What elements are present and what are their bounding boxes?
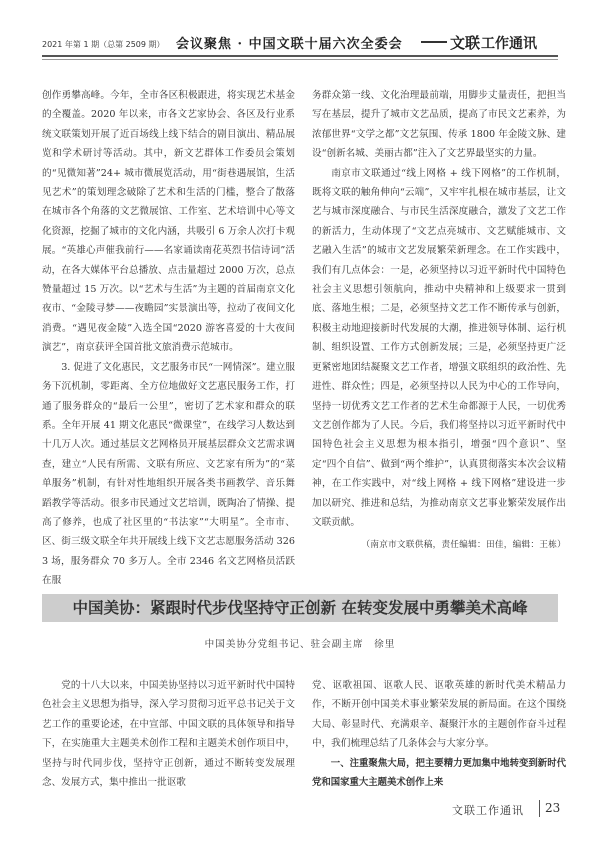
article1-credit: （南京市文联供稿，责任编辑：田佳，编辑：王栋） — [361, 540, 566, 551]
article2-subheading: 一、注重聚焦大局，把主要精力更加集中地转变到新时代党和国家重大主题美术创作上来 — [312, 757, 566, 789]
header-rule — [42, 55, 558, 57]
issue-number: 2021 年第 1 期（总第 2509 期） — [42, 40, 165, 49]
article1-left-column — [42, 86, 295, 591]
header-dash — [421, 41, 447, 43]
paragraph: 党、讴歌祖国、讴歌人民、讴歌英雄的新时代美术精品力作，不断开创中国美术事业繁荣发展的新局面。在这个围绕大局、彰显时代、充满艰辛、凝聚汗水的主题创作奋斗过程中，我们梳理总结了几条体会与大家分享。 — [312, 680, 566, 750]
article2-byline: 中国美协分党组书记、驻会副主席 徐里 — [204, 639, 396, 650]
publication-logo: 文联 — [450, 34, 481, 52]
paragraph: 南京市文联通过“线上网格 + 线下网格”的工作机制，既将文联的触角伸向“云端”，又牢牢扎根在城市基层，让文艺与城市深度融合、与市民生活深度融合，激发了文艺工作的新活力，生动体现了“文艺点亮城市、文艺赋能城市、文艺融入生活”的城市文艺发展繁荣新理念。在工作实践中，我们有几点体会：一是，必须坚持以习近平新时代中国特色社会主义思想引领航向，推动中央精神和上级要求一贯到底、落地生根；二是，必须坚持文艺工作不断传承与创新，积极主动地迎接新时代发展的大潮，推进领导体制、运行机制、组织设置、工作方式创新发展；三是，必须坚持更广泛更紧密地团结凝聚文艺工作者，增强文联组织的政治性、先进性、群众性；四是，必须坚持以人民为中心的工作导向，坚持一切优秀文艺工作者的艺术生命都源于人民，一切优秀文艺创作都为了人民。今后，我们将坚持以习近平新时代中国特色社会主义思想为根本指引，增强“四个意识”、坚定“四个自信”、做到“两个维护”，认真贯彻落实本次会议精神，在工作实践中，对“线上网格 + 线下网格”建设进一步加以研究、推进和总结，为推动南京文艺事业繁荣发展作出文联贡献。 — [312, 167, 566, 528]
article2-title: 中国美协：紧跟时代步伐坚持守正创新 在转变发展中勇攀美术高峰 — [72, 598, 528, 617]
paragraph: 创作勇攀高峰。今年，全市各区积极跟进，将实现艺术基金的全覆盖。2020 年以来，市各文艺家协会、各区及行业系统文联策划开展了近百场线上线下结合的剧目演出、精品展览和学术研讨等活动。其中，新文艺群体工作委员会策划的“见微知著”24+ 城市微展览活动，用“街巷遇展馆，生活见艺术”的策划理念破除了艺术和生活的门槛，整合了散落在城市各个角落的文艺微展馆、工作室、艺术培训中心等文化资源，挖掘了城市的文化内涵，共吸引 6 万余人次打卡观展。“英雄心声催我前行——名家诵读南花英烈书信诗词”活动，在各大媒体平台总播放、点击量超过 2000 万次，总点赞量超过 15 万次。以“艺术与生活”为主题的首届南京文化夜市、“金陵寻梦——夜瞻园”实景演出等，拉动了夜间文化消费。“遇见夜金陵”入选全国“2020 游客喜爱的十大夜间演艺”，南京获评全国首批文旅消费示范城市。 — [42, 90, 295, 354]
footer-divider — [539, 800, 540, 817]
article1-right-column — [312, 86, 566, 556]
paragraph: 党的十八大以来，中国美协坚持以习近平新时代中国特色社会主义思想为指导，深入学习贯彻习近平总书记关于文艺工作的重要论述，在中宣部、中国文联的具体领导和指导下，在实施重大主题美术创作工程和主题美术创作项目中，坚持与时代同步伐，坚持守正创新，通过不断转变发展理念、发展方式，集中推出一批讴歌 — [42, 680, 295, 789]
publication-name: 工作通讯 — [481, 36, 537, 52]
article2-left-column — [42, 676, 295, 792]
paragraph: 务群众第一线、文化治理最前端，用脚步丈量责任，把担当写在基层，提升了城市文艺品质，提高了市民文艺素养，为浓郁世界“文学之都”文艺氛围、传承 1800 年金陵文脉、建设“创新名城、美丽古都”注入了文艺界最坚实的力量。 — [312, 90, 566, 160]
header-rule-thin — [42, 59, 558, 60]
article2-right-column — [312, 676, 566, 792]
paragraph: 3. 促进了文化惠民，文艺服务市民“一网情深”。建立服务下沉机制，零距离、全方位地做好文艺惠民服务工作，打通了服务群众的“最后一公里”，密切了艺术家和群众的联系。全年开展 41 期文化惠民“微课堂”，在线学习人数达到十几万人次。通过基层文艺网格员开展基层群众文艺需求调查，建立“人民有所需、文联有所应、文艺家有所为”的“菜单服务”机制，有针对性地组织开展各类书画教学、音乐舞蹈教学等活动。很多市民通过文艺培训，既陶冶了情操、提高了修养，也成了社区里的“书法家”“大明星”。全市市、区、街三级文联全年共开展线上线下文艺志愿服务活动 3263 场，服务群众 70 多万人。全市 2346 名文艺网格员活跃在服 — [42, 361, 295, 587]
footer-publication-name: 文联工作通讯 — [452, 804, 524, 817]
page-number: 23 — [545, 801, 561, 815]
section-title: 会议聚焦 · 中国文联十届六次全委会 — [176, 37, 403, 52]
